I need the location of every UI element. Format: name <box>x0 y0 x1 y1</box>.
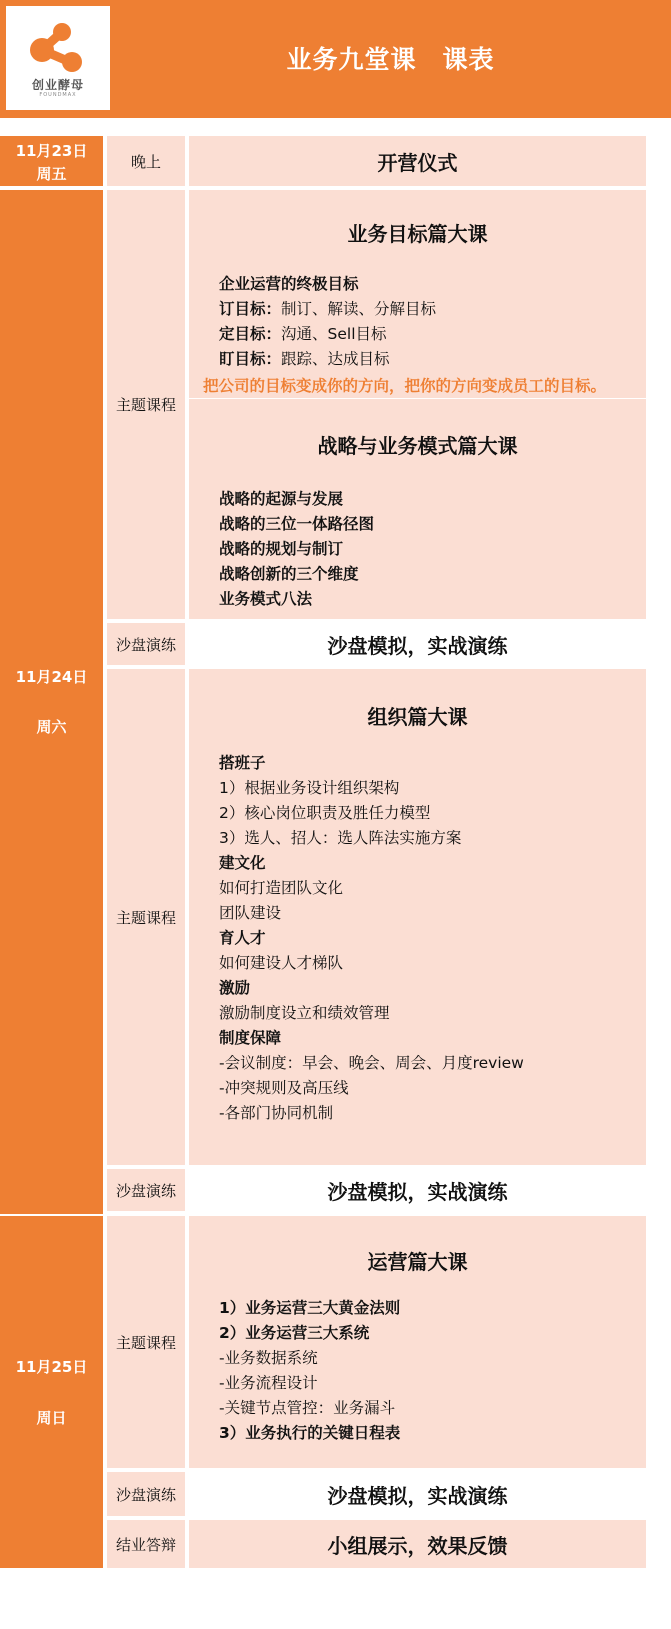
outline-line: -关键节点管控：业务漏斗 <box>219 1399 396 1417</box>
outline-line: -冲突规则及高压线 <box>219 1079 349 1097</box>
session-type-cell: 沙盘演练 <box>107 623 185 665</box>
logo <box>6 6 110 110</box>
logo-text: 创业酵母 <box>31 78 84 92</box>
course-title: 业务目标篇大课 <box>347 222 488 246</box>
outline-line: 战略的三位一体路径图 <box>219 515 375 533</box>
course-title: 组织篇大课 <box>367 705 468 729</box>
course-title: 运营篇大课 <box>367 1250 468 1274</box>
outline-line-heading: 订目标： <box>219 300 282 318</box>
session-type-cell: 主题课程 <box>107 190 185 619</box>
outline-line-text: 沟通、Sell目标 <box>281 325 387 343</box>
date-cell-day1 <box>0 136 103 186</box>
outline-line <box>219 322 436 347</box>
weekday-label: 周日 <box>36 1409 67 1427</box>
course-outline <box>219 1296 400 1446</box>
session-type-cell: 沙盘演练 <box>107 1472 185 1516</box>
course-block-strategy <box>189 190 646 619</box>
outline-line: 制度保障 <box>219 1029 282 1047</box>
session-type-cell: 主题课程 <box>107 669 185 1165</box>
outline-line: 团队建设 <box>219 904 282 922</box>
outline-line-heading: 定目标： <box>219 325 282 343</box>
event-cell-sandbox: 沙盘模拟，实战演练 <box>189 623 646 665</box>
date-cell-day3 <box>0 1216 103 1568</box>
outline-line: 如何建设人才梯队 <box>219 954 344 972</box>
date-cell-day2 <box>0 190 103 1214</box>
course-outline <box>219 272 436 372</box>
event-cell-sandbox: 沙盘模拟，实战演练 <box>189 1169 646 1211</box>
outline-line-heading: 企业运营的终极目标 <box>219 275 359 293</box>
session-type-cell: 沙盘演练 <box>107 1169 185 1211</box>
outline-line: 1）业务运营三大黄金法则 <box>219 1299 401 1317</box>
course-outline <box>219 487 374 612</box>
outline-line: 战略创新的三个维度 <box>219 565 359 583</box>
logo-molecule-icon <box>28 20 88 76</box>
date-label: 11月25日 <box>15 1358 88 1376</box>
session-type-cell: 主题课程 <box>107 1216 185 1468</box>
outline-line: 2）核心岗位职责及胜任力模型 <box>219 804 431 822</box>
outline-line: 育人才 <box>219 929 266 947</box>
outline-line: -各部门协同机制 <box>219 1104 334 1122</box>
outline-line: 1）根据业务设计组织架构 <box>219 779 400 797</box>
logo-subtext: FOUNDMAX <box>39 92 77 98</box>
outline-line: 战略的起源与发展 <box>219 490 344 508</box>
outline-line: -会议制度：早会、晚会、周会、月度review <box>219 1054 524 1072</box>
outline-line: 建文化 <box>219 854 266 872</box>
outline-line <box>219 272 436 297</box>
outline-line: -业务流程设计 <box>219 1374 318 1392</box>
date-label: 11月23日 <box>15 142 88 160</box>
outline-line: 3）选人、招人：选人阵法实施方案 <box>219 829 462 847</box>
event-cell-closing: 小组展示，效果反馈 <box>189 1520 646 1568</box>
outline-line: 3）业务执行的关键日程表 <box>219 1424 401 1442</box>
outline-line: 如何打造团队文化 <box>219 879 344 897</box>
course-block-operations <box>189 1216 646 1468</box>
outline-line: -业务数据系统 <box>219 1349 318 1367</box>
outline-line-text: 跟踪、达成目标 <box>281 350 390 368</box>
weekday-label: 周六 <box>36 718 67 736</box>
outline-line: 搭班子 <box>219 754 266 772</box>
outline-line: 激励制度设立和绩效管理 <box>219 1004 390 1022</box>
outline-line: 激励 <box>219 979 251 997</box>
outline-line-heading: 盯目标： <box>219 350 282 368</box>
outline-line: 2）业务运营三大系统 <box>219 1324 370 1342</box>
date-label: 11月24日 <box>15 668 88 686</box>
session-type-cell: 晚上 <box>107 136 185 186</box>
event-cell-opening: 开营仪式 <box>189 136 646 186</box>
course-slogan: 把公司的目标变成你的方向，把你的方向变成员工的目标。 <box>203 377 607 395</box>
course-block-organization <box>189 669 646 1165</box>
outline-line-text: 制订、解读、分解目标 <box>281 300 437 318</box>
session-type-cell: 结业答辩 <box>107 1520 185 1568</box>
event-cell-sandbox: 沙盘模拟，实战演练 <box>189 1472 646 1516</box>
weekday-label: 周五 <box>36 165 67 183</box>
outline-line <box>219 347 436 372</box>
outline-line: 战略的规划与制订 <box>219 540 344 558</box>
course-title: 战略与业务模式篇大课 <box>317 434 518 458</box>
header-banner <box>0 0 671 118</box>
outline-line <box>219 297 436 322</box>
course-outline <box>219 751 524 1126</box>
divider <box>189 398 646 399</box>
page-title: 业务九堂课 课表 <box>286 45 495 74</box>
outline-line: 业务模式八法 <box>219 590 313 608</box>
